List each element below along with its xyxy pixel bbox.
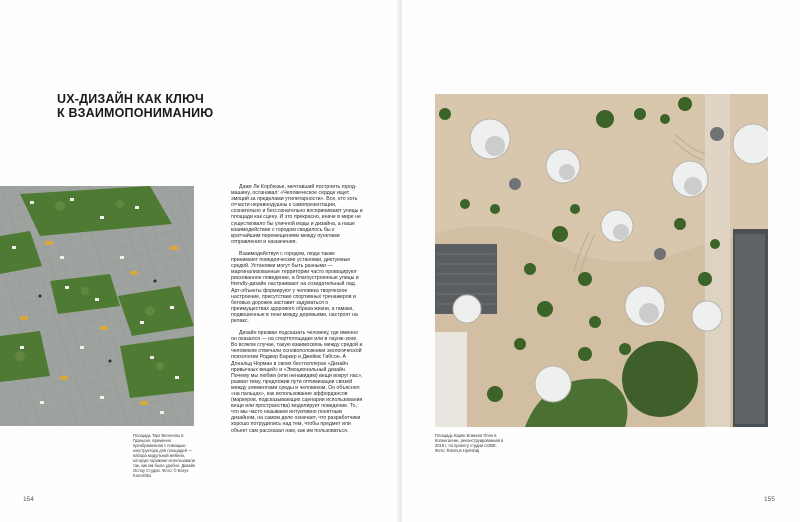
body-paragraph: Взаимодействуя с городом, люди также принимают поведенческие установки, диктуемые средой. Установки могут быть разными — маргинализованные территории часто провоцируют рискованное поведение, а благоустроенные улицы и friendly-дизайн настраивают на созидательный лад. Арт-объекты формируют у человека творческое настроение, присутствие спортивных тренажеров и беговых дорожек заставит задуматься о преимуществах здорового образа жизни, а гамаки, подвешенные в тени между деревьями, настроят на релакс. (231, 250, 359, 324)
plaza-aerial-image (0, 186, 194, 426)
body-paragraph: Даже Ле Корбюзье, мечтавший построить город-машину, осознавал: «Человеческое сердце ищет эмоций за пределами утилитарности». Все, кто хоть отчасти неравнодушны к самопрезентации, сознательно и бессознательно воспринимают улицы и площади как сцену. И это прекрасно, иначе в мире не существовало бы уличной моды и дизайна, а наше взаимодействие с городом сводилось бы к кратчайшим перемещениям между пунктами отправления и назначения. (231, 184, 363, 245)
left-page (0, 0, 398, 522)
heading-line-2: К ВЗАИМОПОНИМАНИЮ (57, 105, 214, 120)
article-heading (57, 93, 227, 120)
copenhagen-aerial-image (435, 94, 768, 427)
body-paragraph: Дизайн призван подсказать человеку, где именно он оказался — на спортплощадке или в лаунж-зоне. Во всяком случае, такую взаимосвязь между средой и человеком отмечали основоположники экологической психологии Роджер Баркер и Джеймс Гибсон. А Дональд Норман в своих бестселлерах «Дизайн привычных вещей» и «Эмоциональный дизайн. Почему мы любим (или ненавидим) вещи вокруг нас», развил тему, предложив пути оптимизации связей между элементами среды и человеком. Он объяснял «на пальцах», как использование аффордансов (маркеров, подсказывающих сценарии использования вещи или пространства) моделирует поведение. То, что мы часто называем интуитивно понятным дизайном, на самом деле означает, что разработчики хорошо потрудились над тем, чтобы предмет или объект сам рассказал нам, как им пользоваться. (231, 330, 363, 434)
photo-caption-right: Площадь Карен Бликсен Плэн в Копенгагене, реконструированная в 2019 г. по проекту студии COBE. Фото: Rasmus Hjortshøj (435, 433, 504, 453)
page-number-left: 154 (23, 496, 34, 503)
square-photo-right (435, 94, 768, 427)
heading-line-1: UX-ДИЗАЙН КАК КЛЮЧ (57, 92, 205, 106)
photo-caption-left: Площадь Тарг Вегленлы в Гданьске, временно преображенная с помощью конструктора для площадей — набора модульной мебели, которую горожане использовали так, как им было удобно. Дизайн Ослоу Студио. Фото: © Borys Konoshko (133, 433, 196, 478)
square-photo-left (0, 186, 194, 426)
article-body (231, 184, 363, 440)
page-number-right: 155 (764, 496, 775, 503)
